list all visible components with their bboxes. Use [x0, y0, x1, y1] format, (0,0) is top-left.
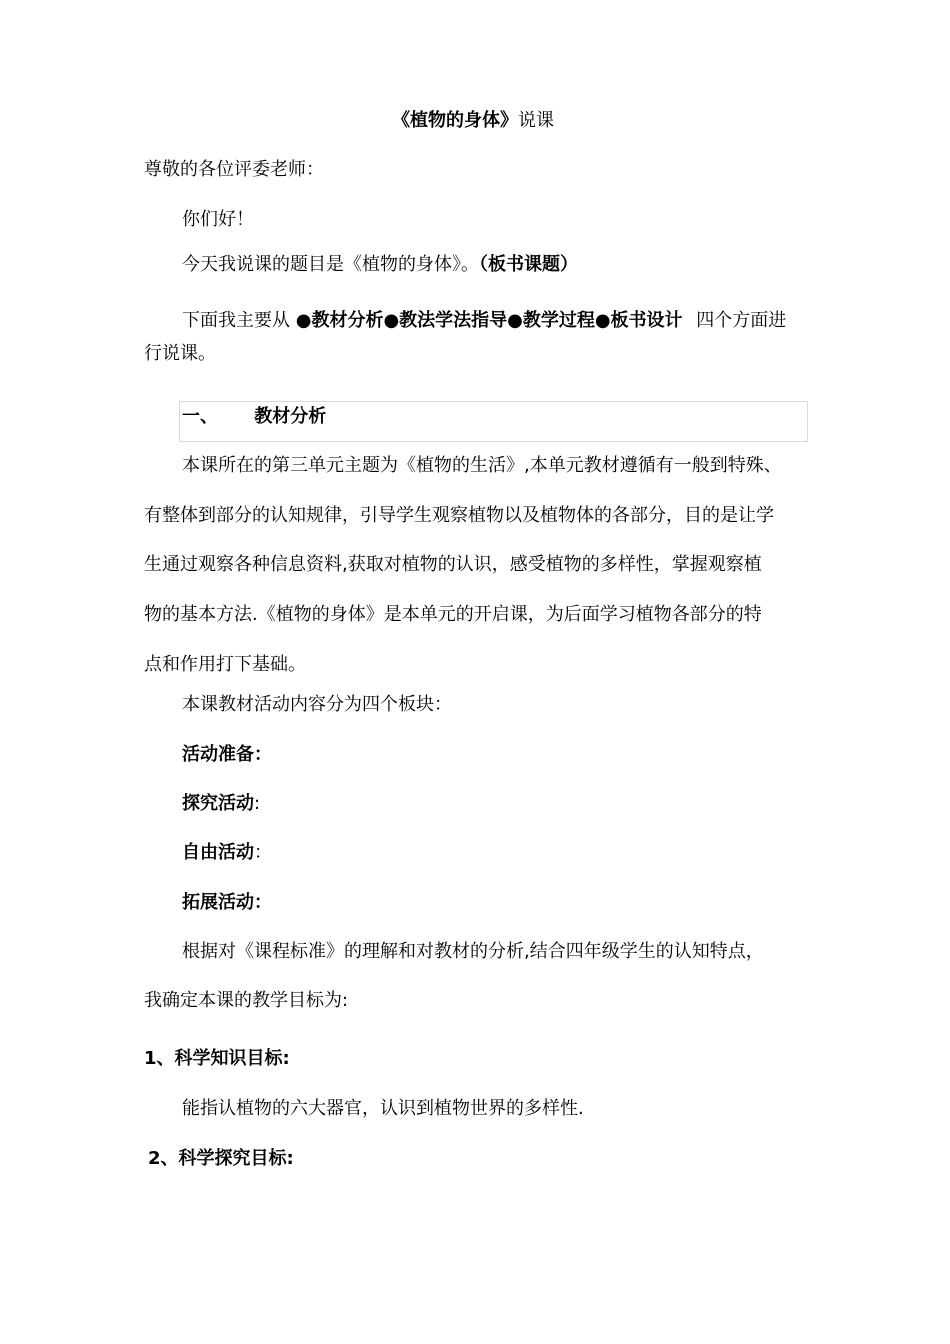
intro-text: 今天我说课的题目是《植物的身体》。 [182, 254, 479, 275]
goal-1-text: 能指认植物的六大器官，认识到植物世界的多样性. [182, 1098, 584, 1119]
intro-bold: （板书课题） [479, 254, 578, 275]
activity-label: 拓展活动： [182, 892, 272, 913]
analysis-line: 有整体到部分的认知规律，引导学生观察植物以及植物体的各部分，目的是让学 [144, 505, 774, 526]
activity-rest: ： [254, 842, 272, 863]
goal-1-heading: 1、科学知识目标: [144, 1048, 290, 1069]
goals-intro-line-2: 我确定本课的教学目标为: [144, 990, 349, 1011]
analysis-line: 本课所在的第三单元主题为《植物的生活》,本单元教材遵循有一般到特殊、 [182, 455, 782, 476]
analysis-line: 物的基本方法.《植物的身体》是本单元的开启课，为后面学习植物各部分的特 [144, 604, 762, 625]
activity-item [182, 890, 272, 916]
overview-line-2: 行说课。 [144, 343, 216, 364]
activity-item [182, 840, 272, 866]
goal-2-heading: 2、科学探究目标: [148, 1148, 294, 1169]
activities-intro: 本课教材活动内容分为四个板块： [182, 694, 452, 715]
activity-rest: : [254, 793, 261, 814]
activity-label: 活动准备： [182, 744, 272, 765]
analysis-line: 点和作用打下基础。 [144, 654, 306, 675]
document-title-bold: 《植物的身体》 [392, 110, 518, 131]
overview-line-1 [182, 308, 786, 334]
activity-label: 自由活动 [182, 842, 254, 863]
overview-bold: ●教材分析●教法学法指导●教学过程●板书设计 [295, 310, 683, 331]
analysis-line: 生通过观察各种信息资料,获取对植物的认识，感受植物的多样性，掌握观察植 [144, 554, 762, 575]
intro-paragraph [182, 252, 578, 278]
greeting: 你们好！ [182, 209, 254, 230]
salutation: 尊敬的各位评委老师： [144, 159, 324, 180]
goals-intro-line-1: 根据对《课程标准》的理解和对教材的分析,结合四年级学生的认知特点， [182, 941, 764, 962]
activity-item [182, 742, 272, 768]
overview-prefix: 下面我主要从 [182, 310, 290, 331]
activity-label: 探究活动 [182, 793, 254, 814]
document-title [392, 108, 554, 134]
section-heading [182, 404, 326, 430]
activity-item [182, 791, 260, 817]
overview-suffix: 四个方面进 [696, 310, 787, 331]
section-number: 一、 [182, 406, 218, 427]
document-title-rest: 说课 [518, 110, 554, 131]
section-title: 教材分析 [254, 406, 327, 427]
